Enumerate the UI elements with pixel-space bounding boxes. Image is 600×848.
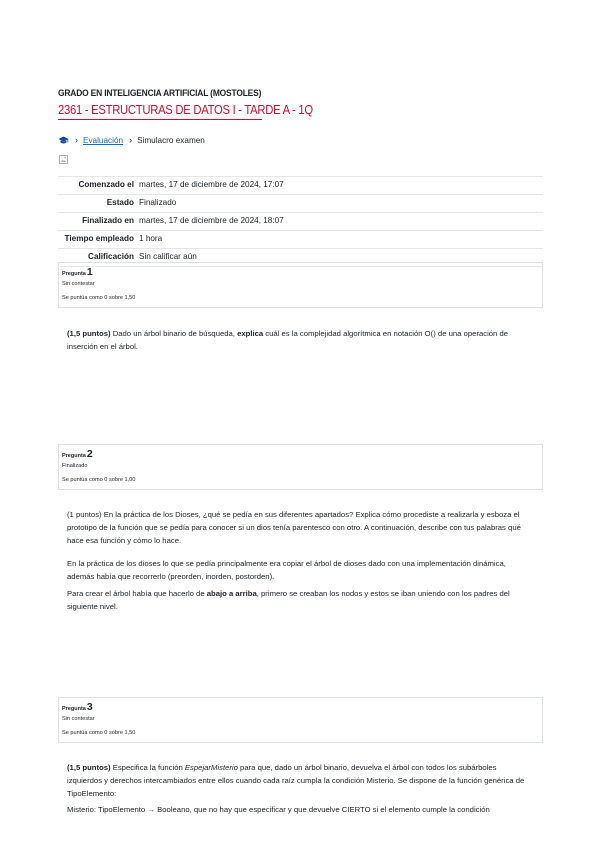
summary-row xyxy=(58,213,543,231)
question-number: Pregunta1 xyxy=(62,266,93,278)
question-state: Finalizado xyxy=(62,463,88,469)
summary-value: 1 hora xyxy=(139,234,163,243)
summary-label: Comenzado el xyxy=(78,180,134,189)
breadcrumb-item-evaluacion[interactable]: Evaluación xyxy=(83,135,124,145)
summary-row xyxy=(58,177,543,195)
summary-value: martes, 17 de diciembre de 2024, 18:07 xyxy=(139,216,284,225)
course-subtitle-underline xyxy=(58,119,262,120)
chevron-right-icon: › xyxy=(129,135,133,145)
breadcrumb xyxy=(58,135,205,145)
question-text: (1 puntos) En la práctica de los Dioses, ¿qué se pedía en sus diferentes apartados? Explica cómo procediste a realizarla y esboza el prototipo de la función que se pedía para conocer si un dios tenía parentesco con otro. A continuación, describe con tus palabras qué hace esa función y cómo lo hace. xyxy=(67,510,521,545)
summary-label: Calificación xyxy=(88,252,134,261)
question-grade: Se puntúa como 0 sobre 1,00 xyxy=(62,477,136,483)
course-subtitle-link[interactable]: 2361 - ESTRUCTURAS DE DATOS I - TARDE A - 1Q xyxy=(58,103,313,117)
summary-value: martes, 17 de diciembre de 2024, 17:07 xyxy=(139,180,284,189)
question-state: Sin contestar xyxy=(62,716,95,722)
question-number: Pregunta3 xyxy=(62,701,93,713)
summary-row xyxy=(58,231,543,249)
question-text: (1,5 puntos) Especifica la función EspejarMisterio para que, dado un árbol binario, devuelva el árbol con todos los subárboles izquierdos y derechos intercambiados entre ellos cuando cada raíz cumpla la condición Misterio. Se dispone de la función genérica de TipoElemento: Misterio: TipoElemento → Booleano, que no hay que especificar y que devuelve CIERTO si el elemento cumple la condición xyxy=(67,763,525,814)
summary-label: Finalizado en xyxy=(82,216,134,225)
question-grade: Se puntúa como 0 sobre 1,50 xyxy=(62,730,136,736)
question-state: Sin contestar xyxy=(62,281,95,287)
graduation-cap-icon[interactable] xyxy=(58,136,69,145)
summary-value: Finalizado xyxy=(139,198,177,207)
question-grade: Se puntúa como 0 sobre 1,50 xyxy=(62,295,136,301)
broken-image-icon xyxy=(59,155,68,164)
summary-label: Tiempo empleado xyxy=(64,234,134,243)
summary-label: Estado xyxy=(106,198,134,207)
question-info-box xyxy=(58,262,543,308)
attempt-summary-table xyxy=(58,176,543,267)
question-info-box xyxy=(58,697,543,743)
breadcrumb-item-current: Simulacro examen xyxy=(137,135,205,145)
course-title: GRADO EN INTELIGENCIA ARTIFICIAL (MOSTOLES) xyxy=(58,87,262,98)
question-number: Pregunta2 xyxy=(62,448,93,460)
summary-value: Sin calificar aún xyxy=(139,252,197,261)
summary-row xyxy=(58,195,543,213)
chevron-right-icon: › xyxy=(75,135,78,145)
question-info-box xyxy=(58,444,543,490)
question-text: (1,5 puntos) Dado un árbol binario de búsqueda, explica cuál es la complejidad algorítmica en notación O() de una operación de inserción en el árbol. xyxy=(67,329,509,351)
question-answer: En la práctica de los dioses lo que se pedía principalmente era copiar el árbol de dioses dado con una implementación dinámica, además había que recorrerlo (preorden, inorden, postorden). Para crear el árbol había que hacerlo de abajo a arriba, primero se creaban los nodos y estos se iban uniendo con los padres del siguiente nivel. xyxy=(67,559,510,611)
